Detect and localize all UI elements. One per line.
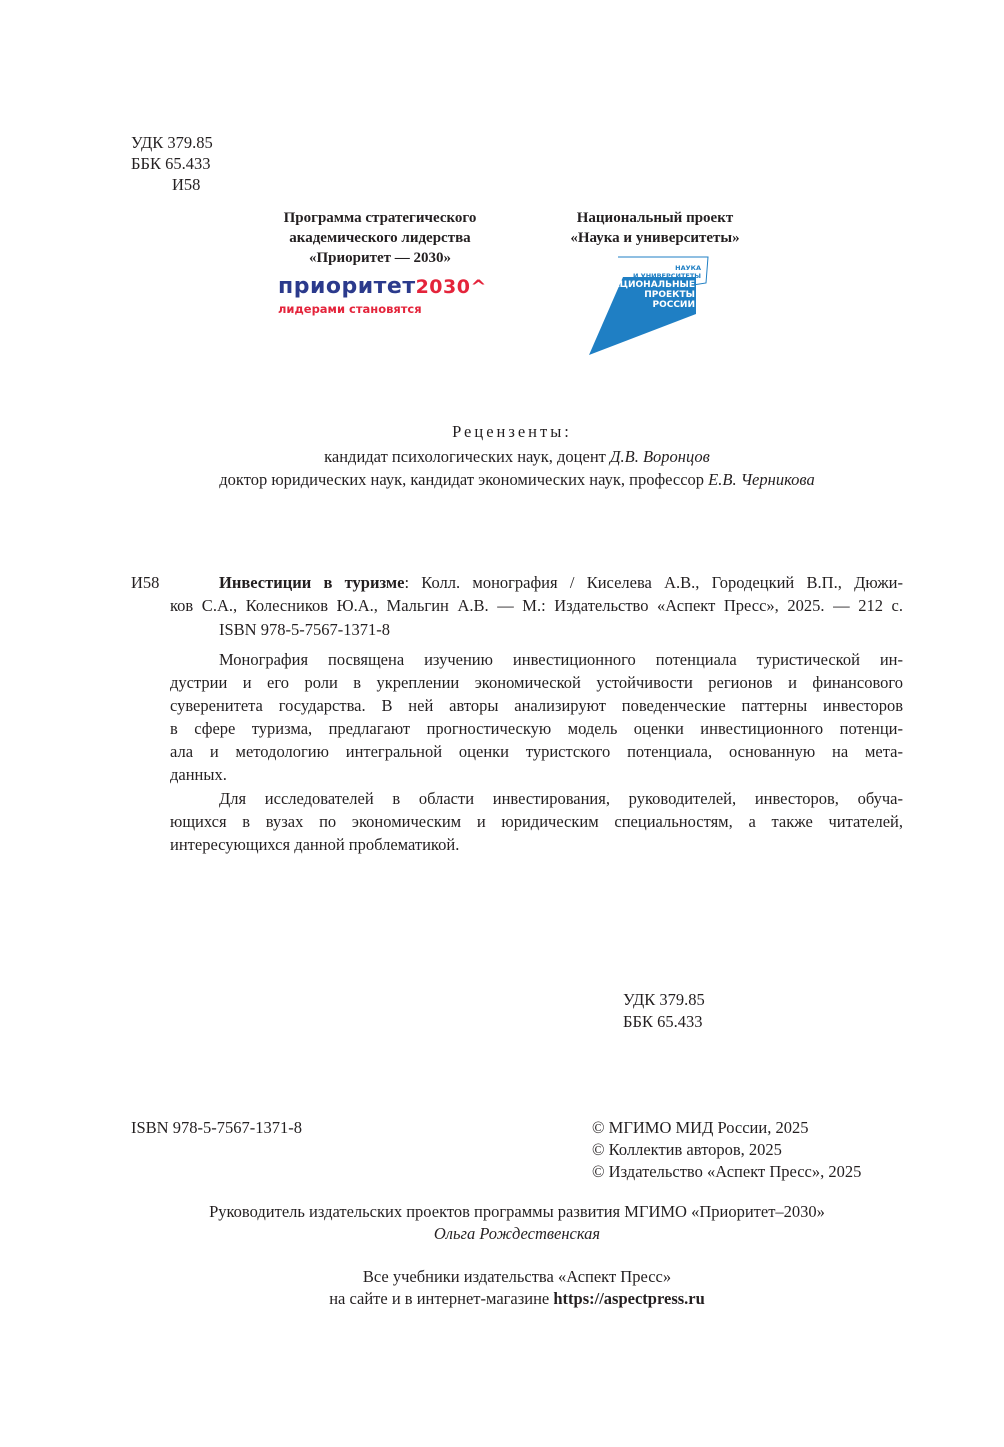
bbk-code: ББК 65.433 — [131, 154, 211, 173]
paragraph-line: в сфере туризма, предлагают прогностическую модель оценки инвестиционного потенци- — [170, 719, 903, 738]
paragraph-line: Для исследователей в области инвестирования, руководителей, инвесторов, обуча- — [219, 789, 903, 808]
program-header-line: Программа стратегического — [283, 210, 477, 226]
udk-code: УДК 379.85 — [131, 133, 213, 152]
reviewer-credentials: кандидат психологических наук, доцент — [324, 447, 611, 466]
national-header — [505, 208, 805, 248]
logo-line: НАЦИОНАЛЬНЫЕ — [605, 280, 695, 290]
shop-line — [0, 1289, 1004, 1309]
program-header-line: «Приоритет — 2030» — [308, 250, 452, 266]
reviewer-name: Е.В. Черникова — [708, 470, 815, 489]
national-header-line: Национальный проект — [576, 210, 734, 226]
logo-line: РОССИИ — [652, 300, 695, 310]
bottom-bbk: ББК 65.433 — [623, 1012, 703, 1031]
reviewers-title: Рецензенты: — [452, 422, 572, 441]
editor-role: Руководитель издательских проектов программы развития МГИМО «Приоритет–2030» — [209, 1202, 825, 1221]
logo-number: 2030^ — [415, 276, 487, 298]
entry-isbn: ISBN 978-5-7567-1371-8 — [219, 620, 390, 639]
copyright-line: © Издательство «Аспект Пресс», 2025 — [592, 1162, 862, 1181]
logo-line: ПРОЕКТЫ — [644, 290, 695, 300]
logo-line: И УНИВЕРСИТЕТЫ — [632, 272, 701, 280]
program-header — [230, 208, 530, 268]
shop-text: на сайте и в интернет-магазине — [329, 1289, 554, 1308]
copyright-line: © Коллектив авторов, 2025 — [592, 1140, 782, 1159]
entry-mark: И58 — [131, 573, 160, 592]
paragraph-line: суверенитета государства. В ней авторы анализируют поведенческие паттерны инвесторов — [170, 696, 903, 715]
priority-2030-logo — [278, 274, 487, 316]
author-mark: И58 — [172, 175, 201, 194]
program-header-line: академического лидерства — [289, 230, 471, 246]
paragraph-line: данных. — [170, 765, 227, 784]
isbn: ISBN 978-5-7567-1371-8 — [131, 1118, 302, 1137]
copyright-line: © МГИМО МИД России, 2025 — [592, 1118, 809, 1137]
national-header-line: «Наука и университеты» — [570, 230, 740, 246]
paragraph-line: Монография посвящена изучению инвестиционного потенциала туристической ин- — [219, 650, 903, 669]
reviewer-credentials: доктор юридических наук, кандидат экономических наук, профессор — [219, 470, 709, 489]
entry-line — [219, 573, 903, 593]
paragraph-line: ющихся в вузах по экономическим и юридическим специальностям, а также читателей, — [170, 812, 903, 831]
website-link[interactable]: https://aspectpress.ru — [553, 1289, 705, 1308]
entry-line: ков С.А., Колесников Ю.А., Мальгин А.В. — М.: Издательство «Аспект Пресс», 2025. — 212 с. — [170, 596, 903, 615]
book-title: Инвестиции в туризме — [219, 573, 405, 592]
logo-word: приоритет — [278, 274, 416, 299]
shop-line: Все учебники издательства «Аспект Пресс» — [362, 1267, 672, 1286]
entry-text: : Колл. монография / Киселева А.В., Городецкий В.П., Дюжи- — [404, 573, 903, 592]
editor-name: Ольга Рождественская — [433, 1224, 601, 1243]
logo-slogan: лидерами становятся — [278, 302, 422, 316]
national-projects-logo — [588, 256, 713, 356]
logo-line: НАУКА — [675, 264, 701, 272]
paragraph-line: ала и методологию интегральной оценки туристского потенциала, основанную на мета- — [170, 742, 903, 761]
bottom-udk: УДК 379.85 — [623, 990, 705, 1009]
paragraph-line: интересующихся данной проблематикой. — [170, 835, 460, 854]
reviewer-name: Д.В. Воронцов — [610, 447, 710, 466]
reviewer-1 — [0, 447, 1004, 467]
paragraph-line: дустрии и его роли в укреплении экономической устойчивости регионов и финансового — [170, 673, 903, 692]
reviewer-2 — [0, 470, 1004, 490]
